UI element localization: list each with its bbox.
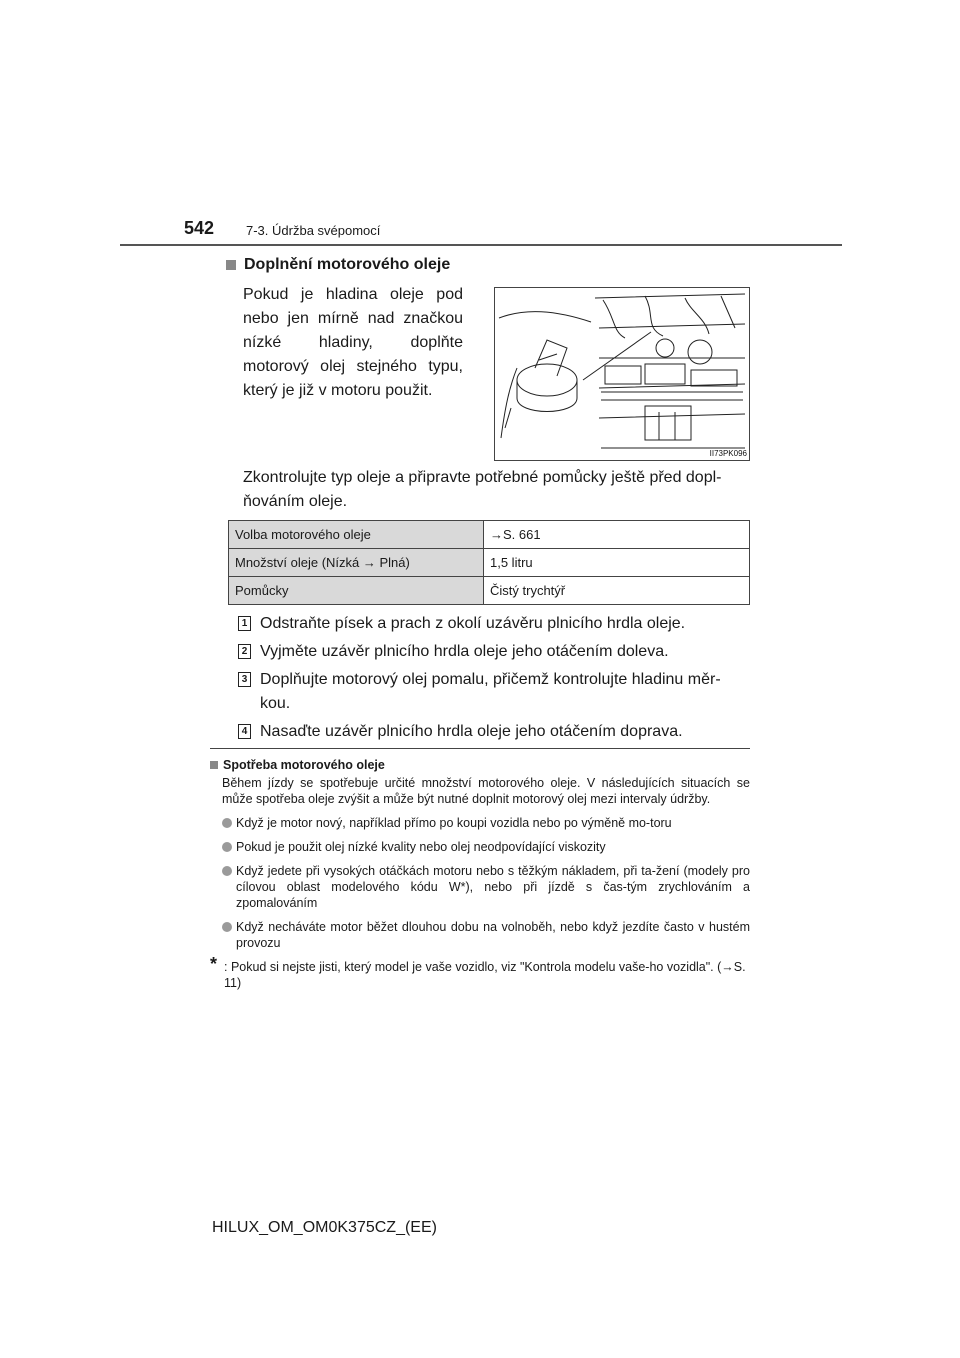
bullet-text: Když necháváte motor běžet dlouhou dobu na volnoběh, nebo když jezdíte často v hustém provozu [236,920,750,950]
bullet-icon [222,818,232,828]
table-key: Volba motorového oleje [229,521,484,549]
bullet-text: Pokud je použit olej nízké kvality nebo olej neodpovídající viskozity [236,840,606,854]
footnote [210,954,750,991]
engine-bay-drawing [495,288,749,460]
bullet-icon [222,866,232,876]
bullet-text: Když jedete při vysokých otáčkách motoru nebo s těžkým nákladem, při ta-žení (modely pro cílovou oblast modelového kódu W*), nebo při jízdě s čas-tým zrychlováním a zpomalováním [236,864,750,910]
heading-square-icon [226,260,236,270]
table-row [229,577,750,605]
step-item [238,640,750,664]
bullet-text: Když je motor nový, například přímo po koupi vozidla nebo po výměně mo-toru [236,816,672,830]
spec-table [228,520,750,605]
list-item [222,863,750,911]
list-item [222,919,750,951]
step-item [238,668,750,716]
intro-text: Pokud je hladina oleje pod nebo jen mírně nad značkou nízké hladiny, doplňte motorový olej stejného typu, který je již v motoru použit. [243,286,463,399]
figure-code: II73PK096 [709,449,747,458]
step-item [238,720,750,744]
step-text: Vyjměte uzávěr plnicího hrdla oleje jeho otáčením doleva. [260,643,669,660]
preparation-text: Zkontrolujte typ oleje a připravte potřebné pomůcky ještě před dopl-ňováním oleje. [243,469,722,510]
header-rule [120,244,842,246]
notes-intro: Během jízdy se spotřebuje určité množství motorového oleje. V následujících situacích se může spotřeba oleje zvýšit a může být nutné doplnit motorový olej mezi intervaly údržby. [222,776,750,806]
bullet-icon [222,922,232,932]
notes-heading [210,757,750,773]
page-number: 542 [184,218,215,238]
footnote-star: * [210,954,218,974]
table-value: 1,5 litru [484,549,750,577]
heading-square-icon [210,761,218,769]
table-value: Čistý trychtýř [484,577,750,605]
engine-oil-cap-illustration [494,287,750,461]
heading-text: Doplnění motorového oleje [244,256,451,273]
bullet-icon [222,842,232,852]
step-item [238,612,750,636]
table-row [229,521,750,549]
notes-title: Spotřeba motorového oleje [223,758,385,772]
step-number: 4 [238,724,251,739]
step-number: 2 [238,644,251,659]
footnote-text: : Pokud si nejste jisti, který model je vaše vozidlo, viz "Kontrola modelu vaše-ho vozidla". (→S. 11) [224,960,746,990]
table-key: Pomůcky [229,577,484,605]
section-heading [226,256,450,274]
table-key: Množství oleje (Nízká → Plná) [229,549,484,577]
document-code: HILUX_OM_OM0K375CZ_(EE) [212,1219,437,1236]
step-number: 1 [238,616,251,631]
table-value: →S. 661 [484,521,750,549]
section-title: 7-3. Údržba svépomocí [246,223,381,238]
step-number: 3 [238,672,251,687]
notes-divider [210,748,750,749]
step-list [238,612,750,748]
notes-section [210,757,750,991]
list-item [222,839,750,855]
step-text: Nasaďte uzávěr plnicího hrdla oleje jeho otáčením doprava. [260,723,683,740]
step-text: Doplňujte motorový olej pomalu, přičemž kontrolujte hladinu měr-kou. [260,671,721,712]
list-item [222,815,750,831]
table-row [229,549,750,577]
step-text: Odstraňte písek a prach z okolí uzávěru plnicího hrdla oleje. [260,615,686,632]
